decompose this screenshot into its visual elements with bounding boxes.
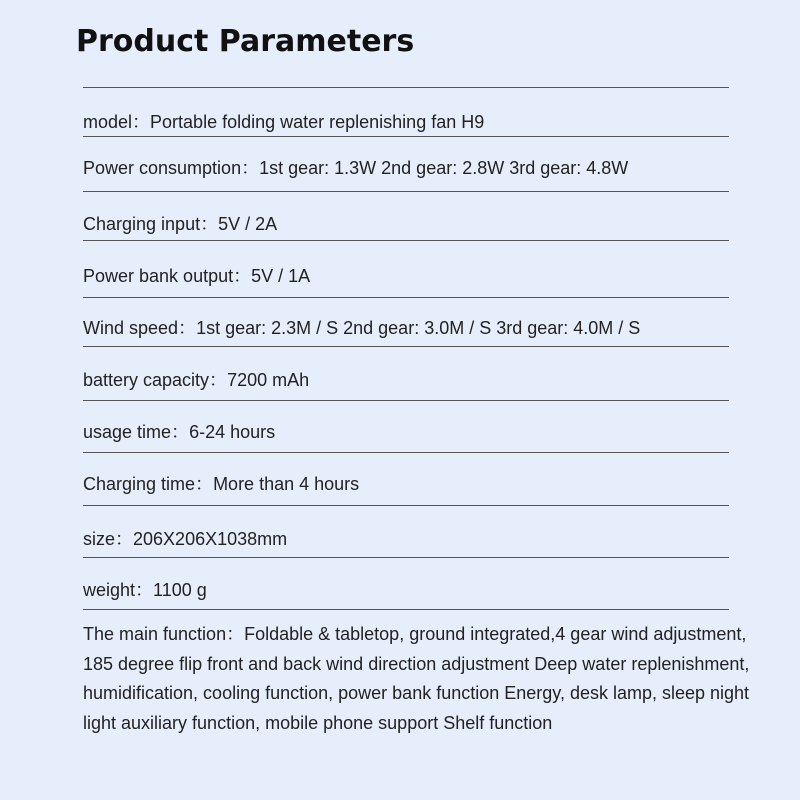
divider [83, 191, 729, 192]
parameter-row-battery-capacity [83, 368, 729, 392]
parameter-row-charging-time [83, 472, 729, 496]
parameter-value: 5V / 2A [218, 214, 278, 234]
divider [83, 346, 729, 347]
parameter-label: usage time： [83, 422, 190, 442]
parameter-row-model [83, 110, 729, 134]
divider [83, 505, 729, 506]
parameter-row-weight [83, 578, 729, 602]
divider [83, 400, 729, 401]
parameter-label: battery capacity： [83, 370, 228, 390]
divider [83, 557, 729, 558]
parameter-row-charging-input [83, 212, 729, 236]
parameter-label: model： [83, 112, 151, 132]
parameter-label: Power bank output： [83, 266, 252, 286]
parameter-label: Charging input： [83, 214, 219, 234]
parameter-label: Power consumption： [83, 158, 260, 178]
page-title: Product Parameters [76, 24, 415, 59]
parameter-label: size： [83, 529, 134, 549]
parameter-value: 5V / 1A [251, 266, 311, 286]
parameter-row-usage-time [83, 420, 729, 444]
parameter-value: Portable folding water replenishing fan H9 [150, 112, 485, 132]
main-function-value: Foldable & tabletop, ground integrated,4 gear wind adjustment, 185 degree flip front and back wind direction adjustment Deep water replenishment, humidification, cooling function, power bank function Energy, desk lamp, sleep night light auxiliary function, mobile phone support Shelf function [83, 624, 750, 733]
main-function-text [83, 620, 773, 738]
parameter-row-size [83, 527, 729, 551]
divider [83, 136, 729, 137]
parameter-row-power-bank-output [83, 264, 729, 288]
divider [83, 297, 729, 298]
parameter-value: 1st gear: 1.3W 2nd gear: 2.8W 3rd gear: 4.8W [259, 158, 629, 178]
divider [83, 87, 729, 88]
parameter-value: 6-24 hours [189, 422, 276, 442]
divider [83, 452, 729, 453]
parameter-row-wind-speed [83, 316, 729, 340]
main-function-label: The main function： [83, 624, 245, 644]
divider [83, 609, 729, 610]
parameter-label: Wind speed： [83, 318, 197, 338]
parameter-value: 206X206X1038mm [133, 529, 288, 549]
parameter-value: 7200 mAh [227, 370, 310, 390]
parameter-value: More than 4 hours [213, 474, 360, 494]
parameter-row-power-consumption [83, 156, 729, 180]
parameter-label: Charging time： [83, 474, 214, 494]
parameter-label: weight： [83, 580, 154, 600]
parameter-value: 1st gear: 2.3M / S 2nd gear: 3.0M / S 3rd gear: 4.0M / S [196, 318, 641, 338]
parameter-value: 1100 g [153, 580, 207, 600]
divider [83, 240, 729, 241]
